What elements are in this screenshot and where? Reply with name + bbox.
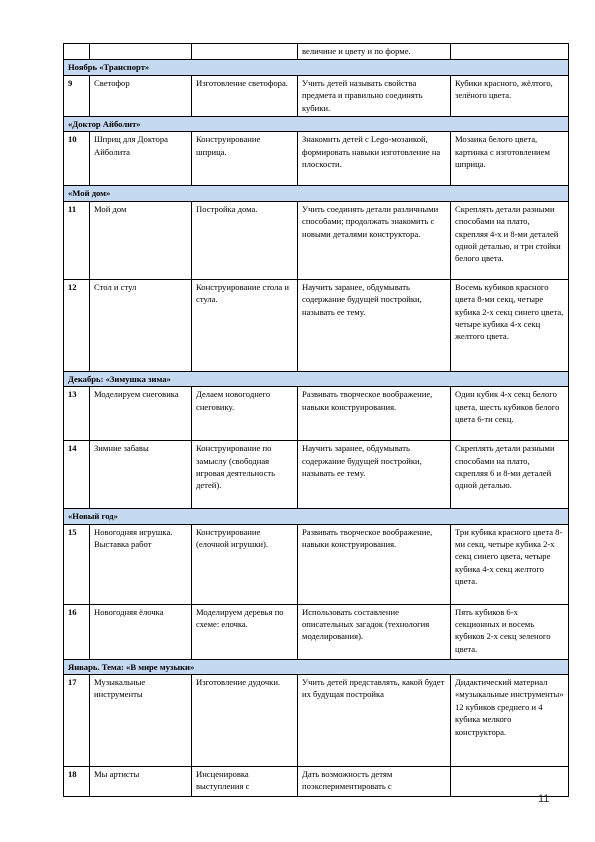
lesson-goal: Развивать творческое воображение, навыки конструирования.: [298, 387, 451, 441]
lesson-form: Конструирование шприца.: [192, 132, 298, 186]
section-title: «Мой дом»: [64, 186, 569, 201]
lesson-number: 17: [64, 675, 90, 767]
lesson-form: Конструирование по замыслу (свободная игровая деятельность детей).: [192, 441, 298, 509]
lesson-goal: Знакомить детей с Lego-мозаикой, формировать навыки изготовление на плоскости.: [298, 132, 451, 186]
lesson-number: 15: [64, 524, 90, 604]
table-row: [64, 767, 569, 797]
section-row: [64, 509, 569, 524]
lesson-form: Изготовление светофора.: [192, 75, 298, 116]
lesson-goal: Развивать творческое воображение, навыки конструирования.: [298, 524, 451, 604]
section-row: [64, 186, 569, 201]
lesson-number: 10: [64, 132, 90, 186]
table-row: [64, 75, 569, 116]
lesson-number: 16: [64, 604, 90, 659]
lesson-form: Постройка дома.: [192, 201, 298, 279]
lesson-theme: Музыкальные инструменты: [90, 675, 192, 767]
lesson-material: [451, 44, 569, 60]
lesson-goal: Учить детей представлять, какой будет их будущая постройка: [298, 675, 451, 767]
lesson-material: Скреплять детали разными способами на плато, скрепляя 6 и 8-ми деталей одной деталью.: [451, 441, 569, 509]
lesson-theme: Новогодняя ёлочка: [90, 604, 192, 659]
table-row: [64, 387, 569, 441]
lesson-number: 12: [64, 279, 90, 371]
table-row: [64, 604, 569, 659]
lesson-form: Инсценировка выступления с: [192, 767, 298, 797]
section-title: Январь. Тема: «В мире музыки»: [64, 659, 569, 674]
lesson-number: 18: [64, 767, 90, 797]
table-row: [64, 524, 569, 604]
lesson-theme: Мой дом: [90, 201, 192, 279]
table-row: [64, 279, 569, 371]
lesson-material: Кубики красного, жёлтого, зелёного цвета.: [451, 75, 569, 116]
lesson-form: Моделируем деревья по схеме: елочка.: [192, 604, 298, 659]
lesson-goal: Дать возможность детям поэкспериментировать с: [298, 767, 451, 797]
lesson-theme: Зимние забавы: [90, 441, 192, 509]
lesson-goal: Использовать составление описательных загадок (технология моделирования).: [298, 604, 451, 659]
lesson-form: Изготовление дудочки.: [192, 675, 298, 767]
lesson-theme: Мы артисты: [90, 767, 192, 797]
lesson-theme: Светофор: [90, 75, 192, 116]
lesson-form: [192, 44, 298, 60]
lesson-number: 13: [64, 387, 90, 441]
page-number: 11: [538, 793, 550, 805]
lesson-plan-table: [63, 43, 569, 797]
lesson-goal: Учить детей называть свойства предмета и правильно соединять кубики.: [298, 75, 451, 116]
table-row: [64, 675, 569, 767]
lesson-goal: Научить заранее, обдумывать содержание будущей постройки, называть ее тему.: [298, 279, 451, 371]
lesson-form: Конструирование стола и стула.: [192, 279, 298, 371]
section-row: [64, 659, 569, 674]
table-row: [64, 132, 569, 186]
lesson-form: Конструирование (елочной игрушки).: [192, 524, 298, 604]
lesson-material: Дидактический материал «музыкальные инструменты» 12 кубиков среднего и 4 кубика мелкого конструктора.: [451, 675, 569, 767]
section-title: «Доктор Айболит»: [64, 117, 569, 132]
lesson-theme: Шприц для Доктора Айболита: [90, 132, 192, 186]
lesson-material: Мозаика белого цвета, картинка с изготовлением шприца.: [451, 132, 569, 186]
lesson-goal: Учить соединять детали различными способами; продолжать знакомить с новыми деталями конструктора.: [298, 201, 451, 279]
lesson-material: Три кубика красного цвета 8-ми секц, четыре кубика 2-х секц синего цвета, четыре кубика 4-х секц желтого цвета.: [451, 524, 569, 604]
table-row: [64, 201, 569, 279]
lesson-material: Скреплять детали разными способами на плато, скрепляя 4-х и 8-ми деталей одной деталью, и три стойки белого цвета.: [451, 201, 569, 279]
lesson-material: [451, 767, 569, 797]
lesson-material: Пять кубиков 6-х секционных и восемь кубиков 2-х секц зеленого цвета.: [451, 604, 569, 659]
section-row: [64, 117, 569, 132]
lesson-number: 11: [64, 201, 90, 279]
lesson-number: [64, 44, 90, 60]
table-row: [64, 441, 569, 509]
lesson-goal: Научить заранее, обдумывать содержание будущей постройки, называть ее тему.: [298, 441, 451, 509]
lesson-plan-body: [64, 44, 569, 797]
lesson-number: 14: [64, 441, 90, 509]
lesson-number: 9: [64, 75, 90, 116]
lesson-material: Восемь кубиков красного цвета 8-ми секц, четыре кубика 2-х секц синего цвета, четыре кубика 4-х секц желтого цвета.: [451, 279, 569, 371]
section-title: «Новый год»: [64, 509, 569, 524]
lesson-goal: величине и цвету и по форме.: [298, 44, 451, 60]
lesson-theme: Стол и стул: [90, 279, 192, 371]
section-title: Ноябрь «Транспорт»: [64, 60, 569, 75]
table-row: [64, 44, 569, 60]
lesson-theme: [90, 44, 192, 60]
section-row: [64, 60, 569, 75]
lesson-theme: Моделируем снеговика: [90, 387, 192, 441]
lesson-theme: Новогодняя игрушка. Выставка работ: [90, 524, 192, 604]
lesson-material: Один кубик 4-х секц белого цвета, шесть кубиков белого цвета 6-ти секц.: [451, 387, 569, 441]
section-title: Декабрь: «Зимушка зима»: [64, 371, 569, 386]
section-row: [64, 371, 569, 386]
lesson-form: Делаем новогоднего снеговику.: [192, 387, 298, 441]
